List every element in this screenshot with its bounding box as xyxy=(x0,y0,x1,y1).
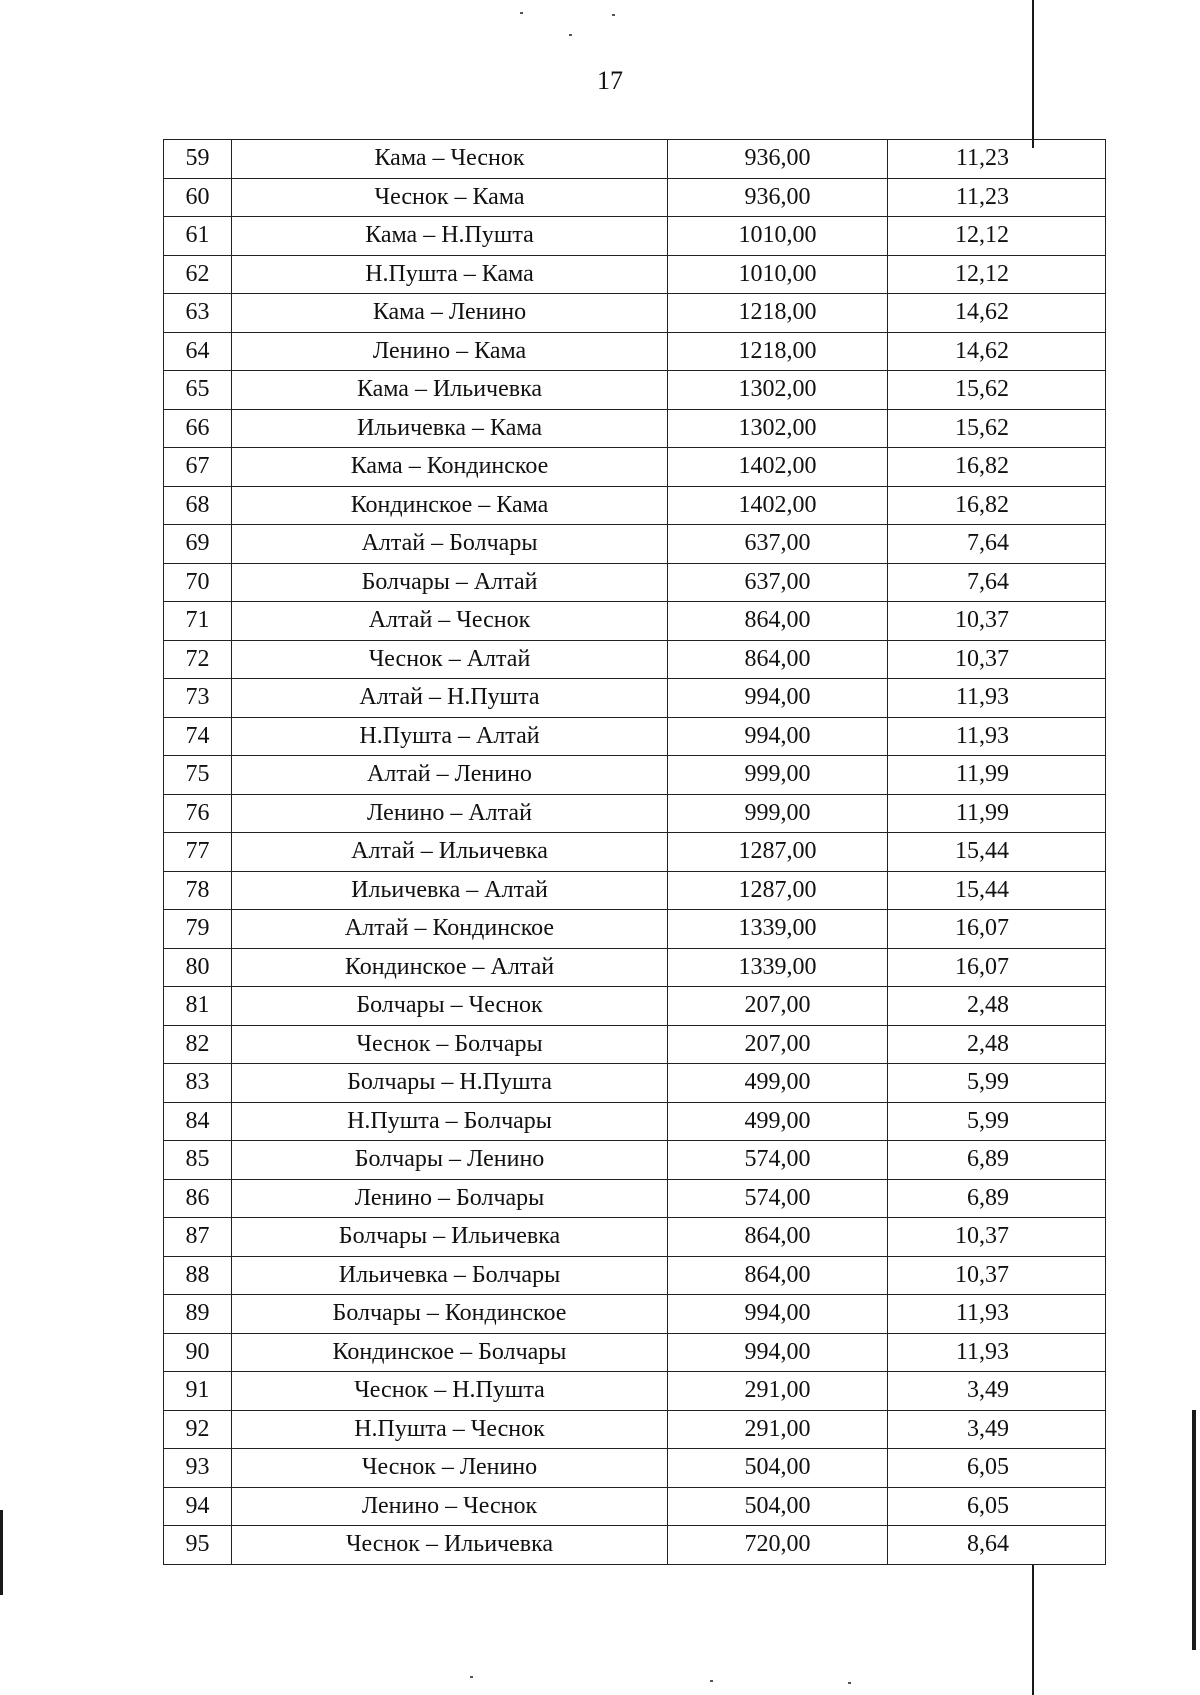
row-number-cell: 67 xyxy=(164,448,232,487)
rate-cell: 15,62 xyxy=(888,371,1106,410)
price-cell: 1218,00 xyxy=(668,332,888,371)
price-cell: 864,00 xyxy=(668,1218,888,1257)
route-cell: Ильичевка – Алтай xyxy=(232,871,668,910)
route-cell: Алтай – Н.Пушта xyxy=(232,679,668,718)
price-cell: 637,00 xyxy=(668,563,888,602)
rate-cell: 6,89 xyxy=(888,1141,1106,1180)
table-row xyxy=(164,178,1106,217)
route-cell: Н.Пушта – Алтай xyxy=(232,717,668,756)
row-number-cell: 95 xyxy=(164,1526,232,1565)
row-number-cell: 73 xyxy=(164,679,232,718)
price-cell: 994,00 xyxy=(668,679,888,718)
rate-cell: 8,64 xyxy=(888,1526,1106,1565)
route-cell: Болчары – Кондинское xyxy=(232,1295,668,1334)
row-number-cell: 91 xyxy=(164,1372,232,1411)
route-cell: Ленино – Алтай xyxy=(232,794,668,833)
price-cell: 291,00 xyxy=(668,1372,888,1411)
rate-cell: 6,05 xyxy=(888,1487,1106,1526)
scan-edge-line xyxy=(1032,1565,1034,1695)
table-row xyxy=(164,294,1106,333)
scan-speck xyxy=(470,1676,473,1678)
row-number-cell: 90 xyxy=(164,1333,232,1372)
row-number-cell: 68 xyxy=(164,486,232,525)
price-cell: 864,00 xyxy=(668,640,888,679)
table-row xyxy=(164,717,1106,756)
route-cell: Алтай – Ленино xyxy=(232,756,668,795)
table-row xyxy=(164,563,1106,602)
table-row xyxy=(164,1372,1106,1411)
price-cell: 994,00 xyxy=(668,717,888,756)
rate-cell: 6,05 xyxy=(888,1449,1106,1488)
row-number-cell: 94 xyxy=(164,1487,232,1526)
route-cell: Болчары – Н.Пушта xyxy=(232,1064,668,1103)
table-row xyxy=(164,1526,1106,1565)
scan-edge-line xyxy=(0,1510,3,1595)
price-cell: 1010,00 xyxy=(668,217,888,256)
route-cell: Чеснок – Алтай xyxy=(232,640,668,679)
route-cell: Кама – Ильичевка xyxy=(232,371,668,410)
table-row xyxy=(164,640,1106,679)
price-cell: 1302,00 xyxy=(668,371,888,410)
price-cell: 637,00 xyxy=(668,525,888,564)
price-cell: 936,00 xyxy=(668,140,888,179)
rate-cell: 14,62 xyxy=(888,332,1106,371)
rate-cell: 11,99 xyxy=(888,756,1106,795)
table-row xyxy=(164,486,1106,525)
table-row xyxy=(164,1141,1106,1180)
table-row xyxy=(164,1333,1106,1372)
price-cell: 864,00 xyxy=(668,602,888,641)
row-number-cell: 76 xyxy=(164,794,232,833)
table-row xyxy=(164,1410,1106,1449)
route-cell: Кондинское – Алтай xyxy=(232,948,668,987)
table-row xyxy=(164,1102,1106,1141)
price-cell: 499,00 xyxy=(668,1064,888,1103)
price-cell: 207,00 xyxy=(668,987,888,1026)
route-cell: Болчары – Ленино xyxy=(232,1141,668,1180)
route-cell: Чеснок – Ленино xyxy=(232,1449,668,1488)
rate-cell: 2,48 xyxy=(888,1025,1106,1064)
route-cell: Ленино – Болчары xyxy=(232,1179,668,1218)
row-number-cell: 72 xyxy=(164,640,232,679)
row-number-cell: 64 xyxy=(164,332,232,371)
route-cell: Чеснок – Н.Пушта xyxy=(232,1372,668,1411)
route-cell: Болчары – Чеснок xyxy=(232,987,668,1026)
rates-table xyxy=(163,139,1106,1565)
table-row xyxy=(164,525,1106,564)
price-cell: 1010,00 xyxy=(668,255,888,294)
rate-cell: 14,62 xyxy=(888,294,1106,333)
rates-table-body xyxy=(164,140,1106,1565)
table-row xyxy=(164,1064,1106,1103)
table-row xyxy=(164,794,1106,833)
row-number-cell: 69 xyxy=(164,525,232,564)
row-number-cell: 79 xyxy=(164,910,232,949)
rate-cell: 6,89 xyxy=(888,1179,1106,1218)
price-cell: 1287,00 xyxy=(668,833,888,872)
table-row xyxy=(164,679,1106,718)
rate-cell: 11,23 xyxy=(888,140,1106,179)
route-cell: Кама – Н.Пушта xyxy=(232,217,668,256)
route-cell: Чеснок – Ильичевка xyxy=(232,1526,668,1565)
price-cell: 720,00 xyxy=(668,1526,888,1565)
route-cell: Чеснок – Болчары xyxy=(232,1025,668,1064)
route-cell: Болчары – Ильичевка xyxy=(232,1218,668,1257)
route-cell: Кама – Чеснок xyxy=(232,140,668,179)
rate-cell: 16,82 xyxy=(888,486,1106,525)
rate-cell: 10,37 xyxy=(888,1218,1106,1257)
row-number-cell: 74 xyxy=(164,717,232,756)
rate-cell: 11,93 xyxy=(888,1333,1106,1372)
rate-cell: 16,82 xyxy=(888,448,1106,487)
table-row xyxy=(164,1179,1106,1218)
price-cell: 1339,00 xyxy=(668,948,888,987)
scan-speck xyxy=(612,14,615,16)
price-cell: 936,00 xyxy=(668,178,888,217)
rate-cell: 5,99 xyxy=(888,1102,1106,1141)
price-cell: 999,00 xyxy=(668,794,888,833)
rate-cell: 15,44 xyxy=(888,833,1106,872)
route-cell: Алтай – Кондинское xyxy=(232,910,668,949)
row-number-cell: 75 xyxy=(164,756,232,795)
rate-cell: 12,12 xyxy=(888,255,1106,294)
route-cell: Н.Пушта – Болчары xyxy=(232,1102,668,1141)
rate-cell: 2,48 xyxy=(888,987,1106,1026)
route-cell: Кондинское – Болчары xyxy=(232,1333,668,1372)
route-cell: Н.Пушта – Чеснок xyxy=(232,1410,668,1449)
price-cell: 1339,00 xyxy=(668,910,888,949)
route-cell: Чеснок – Кама xyxy=(232,178,668,217)
route-cell: Кама – Ленино xyxy=(232,294,668,333)
table-row xyxy=(164,1025,1106,1064)
row-number-cell: 88 xyxy=(164,1256,232,1295)
route-cell: Кама – Кондинское xyxy=(232,448,668,487)
row-number-cell: 83 xyxy=(164,1064,232,1103)
table-row xyxy=(164,756,1106,795)
price-cell: 1402,00 xyxy=(668,448,888,487)
route-cell: Н.Пушта – Кама xyxy=(232,255,668,294)
table-row xyxy=(164,332,1106,371)
rate-cell: 10,37 xyxy=(888,1256,1106,1295)
table-row xyxy=(164,1218,1106,1257)
route-cell: Алтай – Болчары xyxy=(232,525,668,564)
price-cell: 207,00 xyxy=(668,1025,888,1064)
scan-speck xyxy=(710,1680,713,1682)
price-cell: 504,00 xyxy=(668,1487,888,1526)
table-row xyxy=(164,371,1106,410)
row-number-cell: 61 xyxy=(164,217,232,256)
price-cell: 994,00 xyxy=(668,1295,888,1334)
rate-cell: 11,99 xyxy=(888,794,1106,833)
price-cell: 1302,00 xyxy=(668,409,888,448)
row-number-cell: 87 xyxy=(164,1218,232,1257)
rate-cell: 10,37 xyxy=(888,640,1106,679)
row-number-cell: 78 xyxy=(164,871,232,910)
row-number-cell: 65 xyxy=(164,371,232,410)
table-row xyxy=(164,1449,1106,1488)
route-cell: Алтай – Ильичевка xyxy=(232,833,668,872)
rate-cell: 12,12 xyxy=(888,217,1106,256)
row-number-cell: 70 xyxy=(164,563,232,602)
scan-speck xyxy=(848,1682,851,1684)
rate-cell: 11,23 xyxy=(888,178,1106,217)
price-cell: 291,00 xyxy=(668,1410,888,1449)
row-number-cell: 81 xyxy=(164,987,232,1026)
rate-cell: 5,99 xyxy=(888,1064,1106,1103)
rate-cell: 3,49 xyxy=(888,1410,1106,1449)
row-number-cell: 63 xyxy=(164,294,232,333)
rate-cell: 11,93 xyxy=(888,679,1106,718)
table-row xyxy=(164,910,1106,949)
rate-cell: 16,07 xyxy=(888,948,1106,987)
row-number-cell: 71 xyxy=(164,602,232,641)
table-row xyxy=(164,948,1106,987)
price-cell: 1287,00 xyxy=(668,871,888,910)
rate-cell: 11,93 xyxy=(888,1295,1106,1334)
rate-cell: 15,62 xyxy=(888,409,1106,448)
rate-cell: 3,49 xyxy=(888,1372,1106,1411)
route-cell: Ильичевка – Болчары xyxy=(232,1256,668,1295)
price-cell: 999,00 xyxy=(668,756,888,795)
row-number-cell: 89 xyxy=(164,1295,232,1334)
rate-cell: 16,07 xyxy=(888,910,1106,949)
price-cell: 994,00 xyxy=(668,1333,888,1372)
row-number-cell: 86 xyxy=(164,1179,232,1218)
page-number: 17 xyxy=(597,66,623,95)
row-number-cell: 62 xyxy=(164,255,232,294)
rate-cell: 11,93 xyxy=(888,717,1106,756)
table-row xyxy=(164,255,1106,294)
rate-cell: 10,37 xyxy=(888,602,1106,641)
rate-cell: 15,44 xyxy=(888,871,1106,910)
table-row xyxy=(164,871,1106,910)
row-number-cell: 80 xyxy=(164,948,232,987)
row-number-cell: 82 xyxy=(164,1025,232,1064)
price-cell: 574,00 xyxy=(668,1179,888,1218)
route-cell: Кондинское – Кама xyxy=(232,486,668,525)
scan-speck xyxy=(520,12,523,14)
scan-speck xyxy=(569,34,572,36)
price-cell: 504,00 xyxy=(668,1449,888,1488)
route-cell: Болчары – Алтай xyxy=(232,563,668,602)
rate-cell: 7,64 xyxy=(888,525,1106,564)
row-number-cell: 93 xyxy=(164,1449,232,1488)
table-row xyxy=(164,602,1106,641)
price-cell: 864,00 xyxy=(668,1256,888,1295)
row-number-cell: 66 xyxy=(164,409,232,448)
row-number-cell: 59 xyxy=(164,140,232,179)
rate-cell: 7,64 xyxy=(888,563,1106,602)
row-number-cell: 60 xyxy=(164,178,232,217)
route-cell: Алтай – Чеснок xyxy=(232,602,668,641)
route-cell: Ленино – Кама xyxy=(232,332,668,371)
table-row xyxy=(164,217,1106,256)
table-row xyxy=(164,833,1106,872)
scan-edge-line xyxy=(1192,1410,1196,1650)
table-row xyxy=(164,140,1106,179)
price-cell: 1218,00 xyxy=(668,294,888,333)
table-row xyxy=(164,1487,1106,1526)
table-row xyxy=(164,1256,1106,1295)
price-cell: 1402,00 xyxy=(668,486,888,525)
row-number-cell: 77 xyxy=(164,833,232,872)
route-cell: Ильичевка – Кама xyxy=(232,409,668,448)
row-number-cell: 85 xyxy=(164,1141,232,1180)
price-cell: 574,00 xyxy=(668,1141,888,1180)
row-number-cell: 92 xyxy=(164,1410,232,1449)
table-row xyxy=(164,1295,1106,1334)
table-row xyxy=(164,987,1106,1026)
price-cell: 499,00 xyxy=(668,1102,888,1141)
table-row xyxy=(164,409,1106,448)
table-row xyxy=(164,448,1106,487)
row-number-cell: 84 xyxy=(164,1102,232,1141)
route-cell: Ленино – Чеснок xyxy=(232,1487,668,1526)
